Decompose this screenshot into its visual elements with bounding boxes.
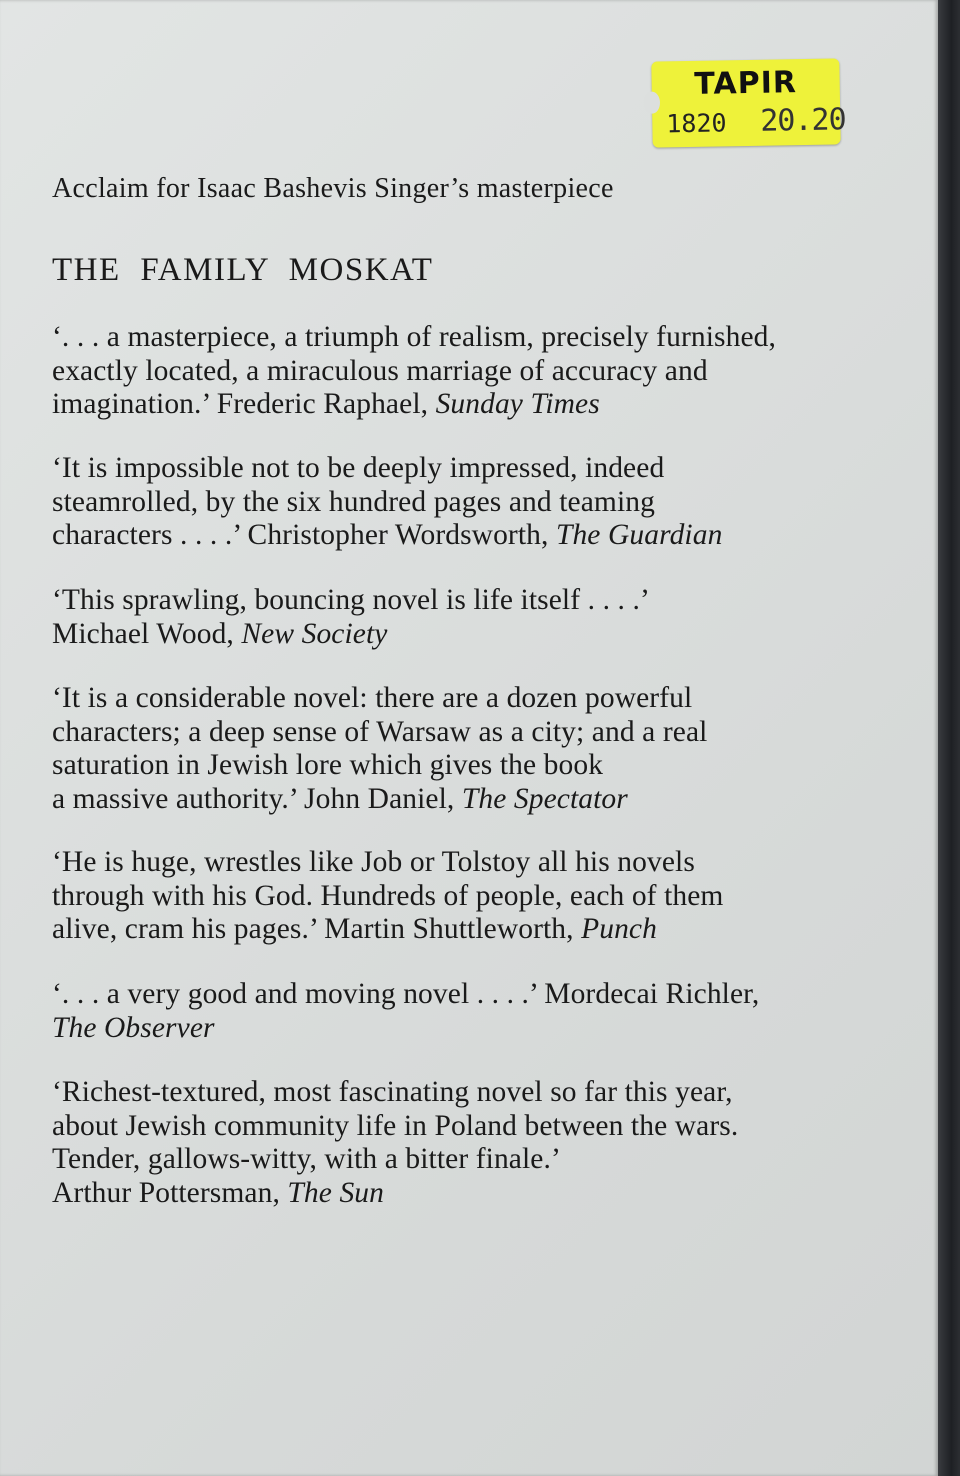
review-quote xyxy=(52,682,872,816)
quote-source: The Guardian xyxy=(555,519,723,551)
quote-line: ‘. . . a masterpiece, a triumph of realism, precisely furnished, xyxy=(52,321,776,353)
review-quote xyxy=(52,1076,872,1210)
quote-line xyxy=(52,519,872,553)
quote-line: ‘Richest-textured, most fascinating novel so far this year, xyxy=(52,1076,733,1108)
quote-attribution: imagination.’ Frederic Raphael, xyxy=(52,388,436,420)
quote-line: ‘He is huge, wrestles like Job or Tolstoy all his novels xyxy=(52,846,695,878)
quote-line: about Jewish community life in Poland between the wars. xyxy=(52,1109,739,1142)
book-spine-edge xyxy=(938,0,960,1476)
sticker-brand: TAPIR xyxy=(694,65,798,102)
quote-attribution: characters . . . .’ Christopher Wordsworth, xyxy=(52,519,556,551)
review-quote xyxy=(52,978,872,1045)
quote-line: ‘This sprawling, bouncing novel is life itself . . . .’ xyxy=(52,584,650,616)
quote-source: New Society xyxy=(241,617,388,650)
quote-line: characters; a deep sense of Warsaw as a city; and a real xyxy=(52,715,708,748)
quote-line: through with his God. Hundreds of people, each of them xyxy=(52,879,724,912)
quote-line: Tender, gallows-witty, with a bitter finale.’ xyxy=(52,1143,561,1175)
quote-attribution: alive, cram his pages.’ Martin Shuttleworth, xyxy=(52,913,582,945)
quote-attribution: a massive authority.’ John Daniel, xyxy=(52,782,462,815)
review-quote xyxy=(52,452,872,553)
quote-line: ‘It is impossible not to be deeply impressed, indeed xyxy=(52,452,665,484)
quote-attribution: Michael Wood, xyxy=(52,617,242,650)
quote-line: saturation in Jewish lore which gives the book xyxy=(52,749,604,781)
sticker-code: 1820 xyxy=(666,108,727,139)
quote-source: The Observer xyxy=(52,1011,215,1044)
quote-source: The Sun xyxy=(287,1176,384,1209)
sticker-price: 20.20 xyxy=(760,102,846,139)
quote-source: Sunday Times xyxy=(435,388,600,420)
quote-line xyxy=(52,783,872,817)
price-sticker xyxy=(651,58,846,147)
quote-line xyxy=(52,913,872,947)
review-quote xyxy=(52,321,872,422)
quote-line xyxy=(52,1012,872,1046)
acclaim-intro: Acclaim for Isaac Bashevis Singer’s masterpiece xyxy=(52,173,614,204)
quote-line: steamrolled, by the six hundred pages and teaming xyxy=(52,485,655,518)
quote-line xyxy=(52,1177,872,1211)
quote-attribution: Arthur Pottersman, xyxy=(52,1176,288,1209)
review-quote xyxy=(52,584,872,651)
quote-line: exactly located, a miraculous marriage of accuracy and xyxy=(52,354,708,387)
quote-source: The Spectator xyxy=(461,782,628,815)
quote-line xyxy=(52,618,872,652)
book-title: THE FAMILY MOSKAT xyxy=(52,252,434,288)
quote-line: ‘. . . a very good and moving novel . . . .’ Mordecai Richler, xyxy=(52,978,760,1010)
review-quote xyxy=(52,846,872,947)
quote-line: ‘It is a considerable novel: there are a dozen powerful xyxy=(52,682,693,714)
quote-source: Punch xyxy=(581,913,657,945)
quote-line xyxy=(52,388,872,422)
